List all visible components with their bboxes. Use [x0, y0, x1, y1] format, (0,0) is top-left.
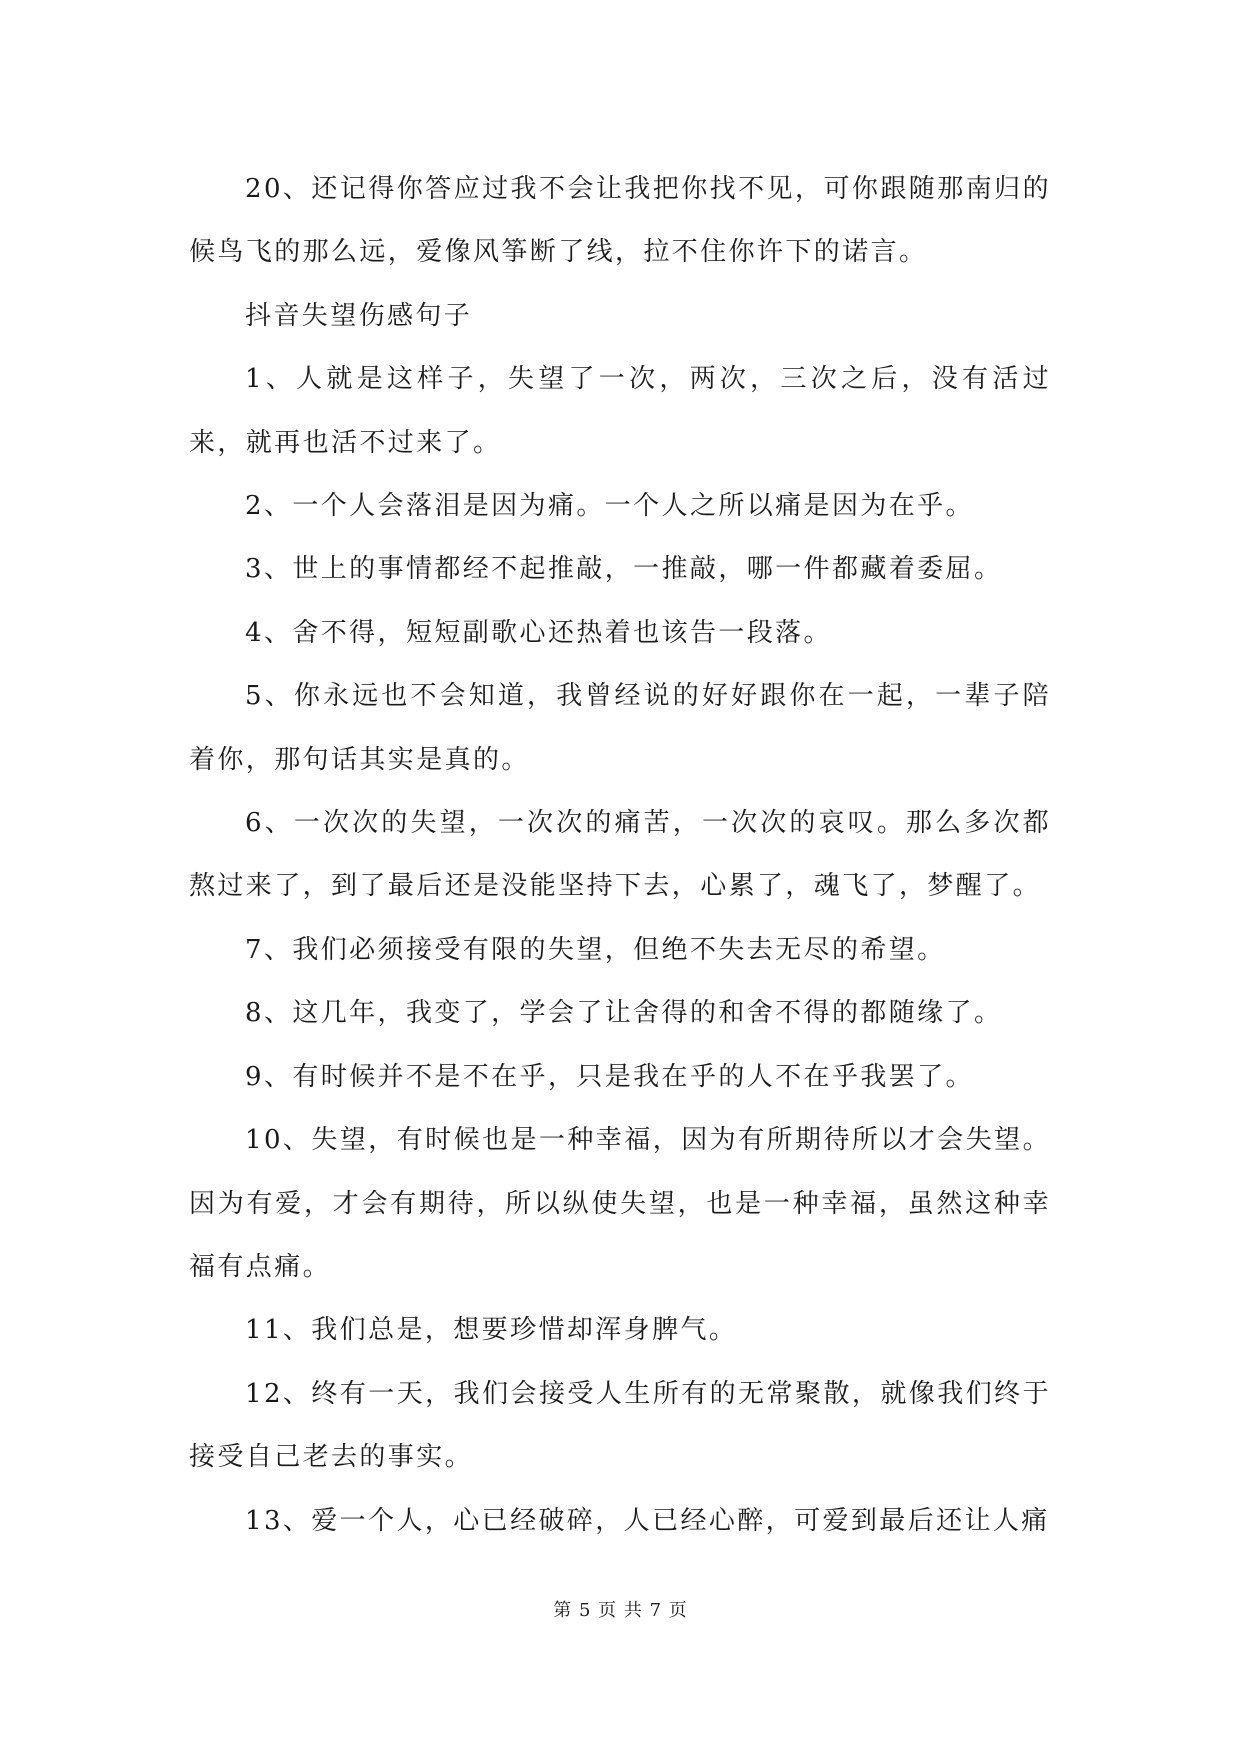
paragraph-13: 13、爱一个人，心已经破碎，人已经心醉，可爱到最后还让人痛 — [245, 1505, 1050, 1536]
page-footer — [0, 1596, 1241, 1622]
section-heading: 抖音失望伤感句子 — [245, 300, 473, 331]
paragraph-10: 10、失望，有时候也是一种幸福，因为有所期待所以才会失望。因为有爱，才会有期待，所以纵使失望，也是一种幸福，虽然这种幸福有点痛。 — [189, 1125, 1051, 1282]
total-pages-number: 7 — [649, 1600, 663, 1621]
paragraph-4: 4、舍不得，短短副歌心还热着也该告一段落。 — [245, 617, 832, 648]
footer-suffix: 页 — [668, 1600, 688, 1621]
paragraph-7: 7、我们必须接受有限的失望，但绝不失去无尽的希望。 — [245, 934, 946, 965]
paragraph-11: 11、我们总是，想要珍惜却浑身脾气。 — [245, 1315, 738, 1346]
paragraph-6: 6、一次次的失望，一次次的痛苦，一次次的哀叹。那么多次都熬过来了，到了最后还是没能坚持下去，心累了，魂飞了，梦醒了。 — [189, 808, 1051, 902]
paragraph-3: 3、世上的事情都经不起推敲，一推敲，哪一件都藏着委屈。 — [245, 554, 1003, 585]
paragraph-9: 9、有时候并不是不在乎，只是我在乎的人不在乎我罢了。 — [245, 1061, 974, 1092]
paragraph-12: 12、终有一天，我们会接受人生所有的无常聚散，就像我们终于接受自己老去的事实。 — [189, 1378, 1051, 1473]
paragraph-20: 20、还记得你答应过我不会让我把你找不见，可你跟随那南归的候鸟飞的那么远，爱像风筝断了线，拉不住你许下的诺言。 — [189, 174, 1051, 268]
current-page-number: 5 — [578, 1600, 592, 1621]
paragraph-8: 8、这几年，我变了，学会了让舍得的和舍不得的都随缘了。 — [245, 998, 1003, 1029]
paragraph-5: 5、你永远也不会知道，我曾经说的好好跟你在一起，一辈子陪着你，那句话其实是真的。 — [189, 681, 1051, 775]
paragraph-1: 1、人就是这样子，失望了一次，两次，三次之后，没有活过来，就再也活不过来了。 — [189, 364, 1051, 458]
footer-middle: 页 共 — [598, 1600, 643, 1621]
footer-prefix: 第 — [553, 1600, 573, 1621]
paragraph-2: 2、一个人会落泪是因为痛。一个人之所以痛是因为在乎。 — [245, 491, 974, 522]
document-body — [189, 158, 1051, 1553]
